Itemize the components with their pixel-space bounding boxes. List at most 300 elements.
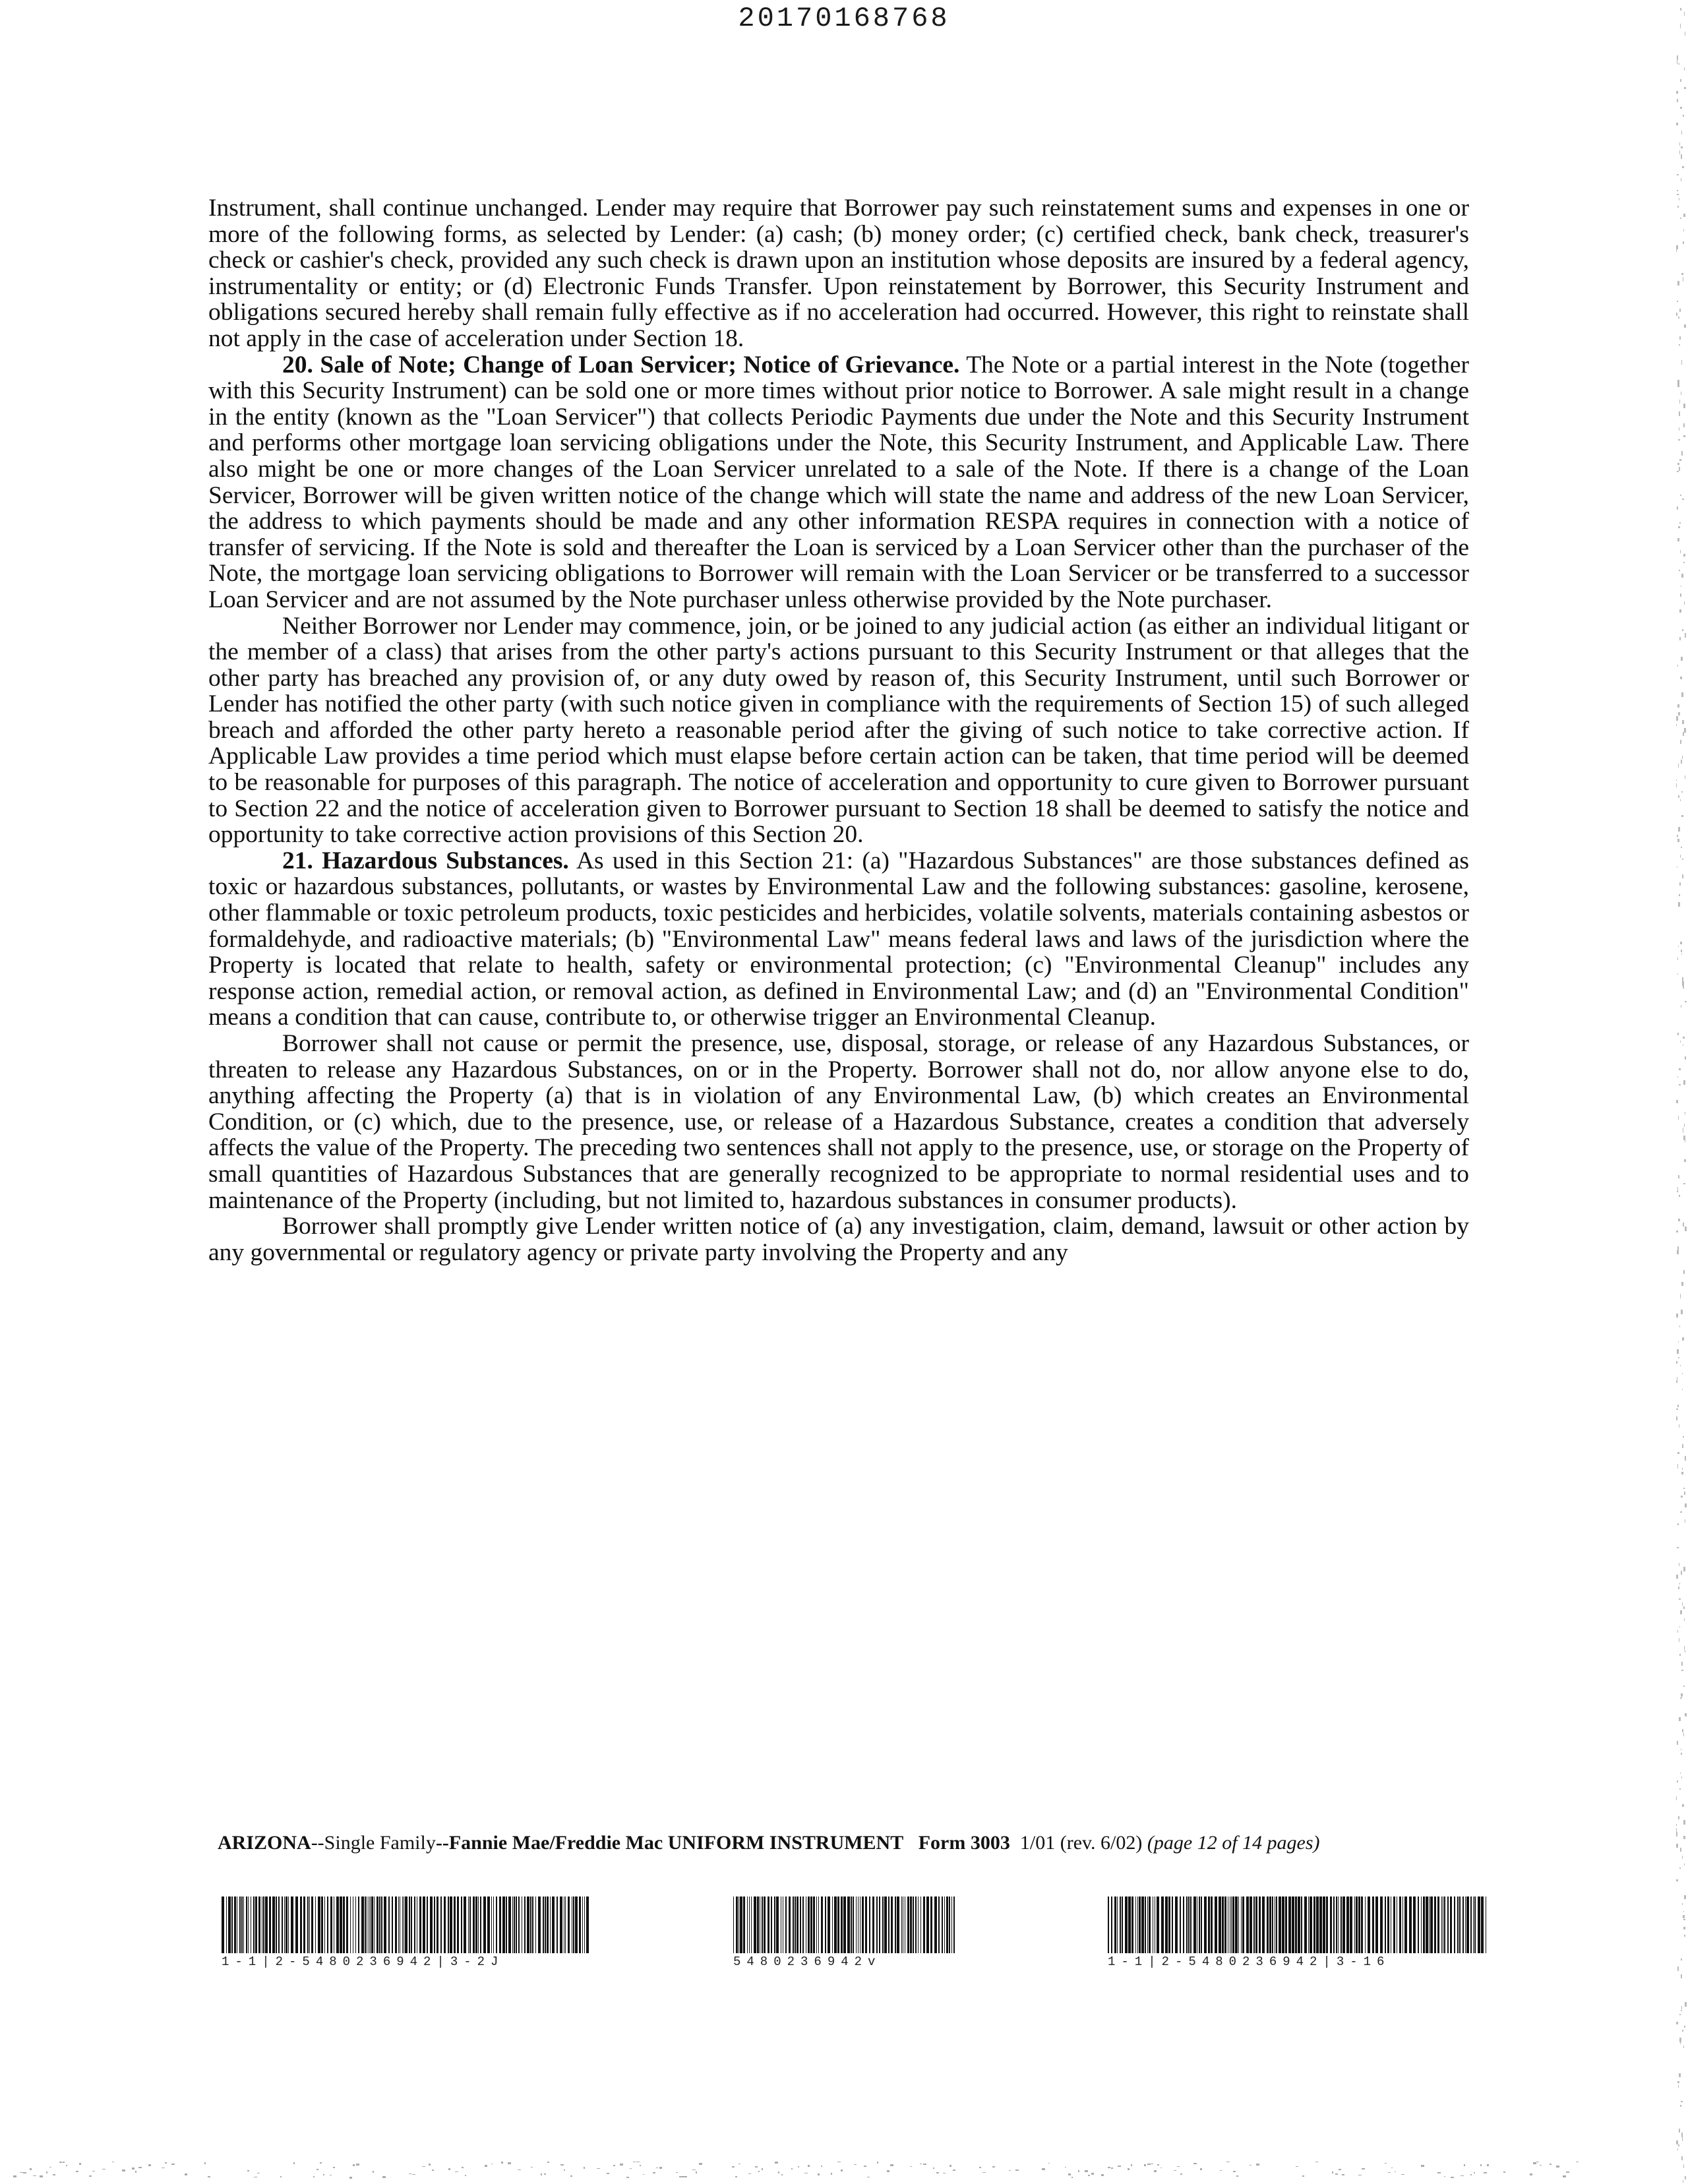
scan-speck (1681, 2101, 1683, 2102)
barcode-bar (1466, 1896, 1469, 1953)
scan-speck (1684, 1864, 1685, 1866)
barcode-bar (1232, 1896, 1234, 1953)
barcode-bar (1131, 1896, 1133, 1953)
barcode-bar (1288, 1896, 1291, 1953)
scan-speck (185, 2173, 187, 2175)
scan-speck (1677, 1349, 1679, 1354)
scan-speck (1677, 194, 1679, 195)
scan-speck (1682, 859, 1683, 860)
scan-speck (1685, 1001, 1687, 1002)
scan-speck (1681, 451, 1683, 456)
scan-speck (1470, 2174, 1472, 2175)
barcode-bar (1474, 1896, 1476, 1953)
scan-speck (1676, 1575, 1678, 1579)
scan-speck (40, 2175, 43, 2177)
barcode-bar (810, 1896, 812, 1953)
barcode-bar (1253, 1896, 1255, 1953)
barcode-bar (295, 1896, 298, 1953)
scan-speck (1480, 2164, 1482, 2166)
barcode-bar (1372, 1896, 1374, 1953)
scan-speck (1679, 1583, 1680, 1585)
barcode-bar (437, 1896, 438, 1953)
barcode-bar (491, 1896, 492, 1953)
barcode-bar (1323, 1896, 1325, 1953)
scan-speck (1088, 2175, 1090, 2176)
barcode-bar (1304, 1896, 1307, 1953)
scan-speck (1683, 1919, 1685, 1920)
barcode-bar (1285, 1896, 1287, 1953)
barcode-bar (560, 1896, 562, 1953)
scan-speck (781, 2174, 783, 2175)
scan-speck (1684, 728, 1686, 733)
barcode-bar (926, 1896, 929, 1953)
scan-speck (1677, 2081, 1679, 2083)
barcode-bar (402, 1896, 403, 1953)
scan-speck (1679, 400, 1680, 404)
scan-speck (1681, 154, 1682, 159)
barcode-bar (327, 1896, 328, 1953)
scan-speck (316, 2169, 318, 2170)
scan-speck (620, 2164, 623, 2166)
scan-speck (49, 2167, 51, 2168)
barcode-bar (776, 1896, 779, 1953)
barcode-bar (483, 1896, 486, 1953)
barcode-bar (253, 1896, 255, 1953)
scan-speck (1676, 1416, 1677, 1420)
barcode-bar (1402, 1896, 1403, 1953)
scan-speck (382, 2176, 386, 2178)
scan-speck (659, 2167, 662, 2169)
barcode-bar (882, 1896, 884, 1953)
scan-speck (1683, 562, 1685, 563)
scan-speck (547, 2162, 549, 2163)
scan-speck (1683, 1136, 1685, 1140)
scan-speck (953, 2169, 955, 2171)
scan-speck (1679, 894, 1680, 896)
scan-speck (1677, 2148, 1678, 2150)
scan-speck (1683, 1685, 1685, 1687)
scan-speck (640, 2165, 641, 2166)
scan-speck (1683, 1836, 1685, 1839)
scan-speck (1676, 1314, 1678, 1318)
barcode-bar (300, 1896, 302, 1953)
barcode-bar (1269, 1896, 1271, 1953)
scan-speck (501, 2162, 503, 2164)
barcode-bar (808, 1896, 810, 1953)
scan-speck (1676, 1409, 1678, 1410)
barcode-bar (487, 1896, 490, 1953)
scan-speck (1681, 692, 1683, 697)
barcode-bar (1330, 1896, 1332, 1953)
barcode-bar (532, 1896, 533, 1953)
barcode-bar (1157, 1896, 1159, 1953)
scan-speck (1680, 550, 1681, 553)
scan-speck (1071, 2177, 1073, 2178)
scan-speck (1677, 1523, 1679, 1525)
scan-speck (841, 2169, 843, 2171)
scan-speck (1681, 1670, 1683, 1671)
barcode-bar (853, 1896, 854, 1953)
scan-speck (933, 2168, 934, 2169)
scan-speck (1683, 1270, 1685, 1274)
scan-speck (1683, 241, 1684, 244)
barcode-bar (365, 1896, 366, 1953)
footer-separator: -- (311, 1832, 324, 1854)
scan-speck (1676, 91, 1678, 94)
scan-speck (1677, 55, 1678, 60)
barcode-bar (584, 1896, 585, 1953)
scan-speck (1683, 1037, 1685, 1039)
barcode-bar (1409, 1896, 1412, 1953)
barcode-bar (330, 1896, 332, 1953)
barcode-bars (222, 1896, 591, 1953)
scan-speck (356, 2164, 359, 2166)
scan-speck (1679, 467, 1680, 471)
barcode-bar (834, 1896, 837, 1953)
scan-speck (1236, 2175, 1238, 2177)
scan-speck (1682, 1602, 1683, 1606)
scan-speck (791, 2168, 793, 2169)
scan-speck (23, 2172, 26, 2173)
scan-speck (1682, 1729, 1683, 1732)
scan-speck (1682, 1337, 1684, 1341)
barcode-bar (738, 1896, 739, 1953)
scan-speck (1484, 2172, 1487, 2173)
scan-speck (1487, 2164, 1489, 2166)
barcode-bar (222, 1896, 224, 1953)
barcode-bar (768, 1896, 769, 1953)
scan-speck (1681, 2133, 1683, 2137)
barcode-bar (377, 1896, 378, 1953)
barcode-bar (468, 1896, 469, 1953)
barcode-bar (888, 1896, 889, 1953)
barcode-bar (1137, 1896, 1138, 1953)
scan-speck (508, 2162, 511, 2164)
scan-speck (1677, 973, 1678, 975)
barcode-bar (1421, 1896, 1422, 1953)
paragraph-text: The Note or a partial interest in the Note (together with this Security Instrument) can be sold one or more times without prior notice to Borrower. A sale might result in a change in the entity (known as the "Loan Servicer") that collects Periodic Payments due under the Note and this Security Instrument and performs other mortgage loan servicing obligations under the Note, this Security Instrument, and Applicable Law. There also might be one or more changes of the Loan Servicer unrelated to a sale of the Note. If there is a change of the Loan Servicer, Borrower will be given written notice of the change which will state the name and address of the new Loan Servicer, the address to which payments should be made and any other information RESPA requires in connection with a notice of transfer of servicing. If the Note is sold and thereafter the Loan is serviced by a Loan Servicer other than the purchaser of the Note, the mortgage loan servicing obligations to Borrower will remain with the Loan Servicer or be transferred to a successor Loan Servicer and are not assumed by the Note purchaser unless otherwise provided by the Note purchaser. (208, 351, 1469, 613)
scan-speck (1678, 2144, 1679, 2146)
scan-speck (1681, 791, 1683, 793)
scan-speck (1682, 629, 1683, 631)
scan-speck (1681, 1496, 1683, 1498)
barcode-bar (586, 1896, 589, 1953)
scan-speck (1679, 309, 1681, 312)
scan-speck (1680, 799, 1681, 801)
scan-speck (1680, 677, 1682, 679)
scan-speck (1681, 360, 1682, 365)
barcode-bar (1276, 1896, 1277, 1953)
scan-speck (1677, 99, 1678, 102)
scan-speck (1540, 2165, 1542, 2166)
barcode-bar (1430, 1896, 1433, 1953)
barcode-bar (234, 1896, 236, 1953)
barcode-bar (568, 1896, 570, 1953)
scan-speck (1680, 1773, 1681, 1774)
scan-speck (349, 2177, 352, 2179)
barcode-bar (478, 1896, 479, 1953)
barcode-bar (311, 1896, 313, 1953)
scan-speck (1676, 1361, 1677, 1364)
scan-speck (1680, 1697, 1682, 1699)
scan-speck (1677, 281, 1679, 286)
barcode-bar (547, 1896, 549, 1953)
scan-speck (1677, 1464, 1678, 1469)
barcode-bar (740, 1896, 742, 1953)
barcode-bar (1165, 1896, 1168, 1953)
scan-speck (1681, 1974, 1682, 1978)
barcode-bar (358, 1896, 359, 1953)
barcode-bar (895, 1896, 896, 1953)
scan-speck (890, 2164, 893, 2166)
scan-speck (412, 2174, 415, 2175)
scan-speck (699, 2163, 702, 2165)
barcode-bar (1399, 1896, 1401, 1953)
scan-speck (1220, 2170, 1222, 2171)
scan-speck (448, 2168, 450, 2170)
barcode-bar (1145, 1896, 1146, 1953)
scan-speck (373, 2171, 374, 2173)
scan-speck (1684, 1895, 1686, 1899)
scan-speck (409, 2173, 411, 2174)
barcode-bar (1316, 1896, 1319, 1953)
scan-speck (1339, 2169, 1341, 2170)
barcode-bar (1298, 1896, 1300, 1953)
scan-bottom-noise (0, 2158, 1688, 2184)
scan-speck (1683, 1223, 1684, 1227)
scan-speck (1177, 2166, 1180, 2167)
scan-speck (1680, 2105, 1681, 2107)
scan-speck (53, 2174, 55, 2175)
barcode-bar (1215, 1896, 1217, 1953)
barcode-bar (1175, 1896, 1178, 1953)
barcode-bar (930, 1896, 932, 1953)
scan-edge-noise (1662, 0, 1688, 2184)
barcode-bar (530, 1896, 531, 1953)
barcode-bar (837, 1896, 839, 1953)
scan-speck (1677, 839, 1679, 842)
barcode-bar (1122, 1896, 1123, 1953)
scan-speck (20, 2172, 23, 2173)
scan-speck (1677, 1547, 1679, 1548)
barcode-bar (1457, 1896, 1459, 1953)
scan-speck (1676, 1824, 1677, 1826)
barcode-bar (953, 1896, 955, 1953)
barcode-bar (879, 1896, 880, 1953)
barcode-bar (1350, 1896, 1352, 1953)
barcode-bar (1183, 1896, 1184, 1953)
barcode-bar (901, 1896, 902, 1953)
barcode-bar (392, 1896, 393, 1953)
barcode-bar (496, 1896, 497, 1953)
barcode-bar (1161, 1896, 1164, 1953)
section-20-heading: 20. Sale of Note; Change of Loan Servicer; Notice of Grievance. (282, 351, 960, 379)
scan-speck (1681, 2010, 1682, 2011)
barcode-bar (1434, 1896, 1436, 1953)
scan-speck (1682, 166, 1684, 168)
barcode-bar (263, 1896, 264, 1953)
barcode-bar (1282, 1896, 1284, 1953)
scan-speck (1679, 609, 1681, 613)
barcode-bar (1295, 1896, 1297, 1953)
scan-speck (1678, 795, 1679, 798)
barcode-bar (1262, 1896, 1265, 1953)
scan-speck (1676, 1828, 1677, 1833)
barcode-bar (1193, 1896, 1196, 1953)
scan-speck (1679, 570, 1680, 571)
barcode-bar (469, 1896, 471, 1953)
paragraph-text: Neither Borrower nor Lender may commence, join, or be joined to any judicial action (as either an individual litigant or the member of a class) that arises from the other party's actions pursuant to this Security Instrument or that alleges that the other party has breached any provision of, or any duty owed by reason of, this Security Instrument, until such Borrower or Lender has notified the other party (with such notice given in compliance with the requirements of Section 15) of such alleged breach and afforded the other party hereto a reasonable period after the giving of such notice to take corrective action. If Applicable Law provides a time period which must elapse before certain action can be taken, that time period will be deemed to be reasonable for purposes of this paragraph. The notice of acceleration and opportunity to cure given to Borrower pursuant to Section 22 and the notice of acceleration given to Borrower pursuant to Section 18 shall be deemed to satisfy the notice and opportunity to take corrective action provisions of this Section 20. (208, 612, 1469, 849)
scan-speck (1676, 249, 1677, 252)
barcode-bar (516, 1896, 517, 1953)
scan-speck (1682, 1444, 1683, 1448)
scan-speck (1679, 1195, 1680, 1197)
barcode-bar (915, 1896, 917, 1953)
barcode-bar (518, 1896, 520, 1953)
barcode-bar (575, 1896, 578, 1953)
barcode-bar (785, 1896, 787, 1953)
scan-speck (1679, 1084, 1681, 1085)
scan-speck (982, 2172, 986, 2173)
scan-speck (1684, 1159, 1686, 1162)
scan-speck (1684, 1618, 1685, 1621)
barcode-bar (258, 1896, 260, 1953)
scan-speck (171, 2164, 175, 2165)
scan-speck (1680, 218, 1681, 219)
barcode-bar (1308, 1896, 1309, 1953)
barcode-bar (733, 1896, 734, 1953)
scan-speck (1678, 526, 1680, 528)
scan-speck (1085, 2170, 1088, 2172)
scan-speck (1681, 950, 1682, 952)
scan-speck (1684, 67, 1685, 71)
scan-speck (758, 2171, 760, 2172)
barcode-bar (1368, 1896, 1370, 1953)
scan-speck (1685, 1056, 1686, 1060)
scan-speck (936, 2172, 939, 2173)
barcode-bar (813, 1896, 815, 1953)
scan-speck (1678, 712, 1680, 715)
scan-speck (422, 2166, 425, 2167)
document-number: 20170168768 (738, 3, 950, 34)
scan-speck (643, 2174, 644, 2175)
barcode-caption: 1-1|2-5480236942|3-2J (222, 1955, 504, 1969)
barcode-bar (828, 1896, 830, 1953)
barcode-bar (1259, 1896, 1261, 1953)
barcode-bar (802, 1896, 804, 1953)
scan-speck (1679, 2073, 1681, 2077)
barcode-bar (751, 1896, 752, 1953)
barcode-bar (1413, 1896, 1416, 1953)
scan-speck (735, 2176, 737, 2177)
barcode-bar (538, 1896, 541, 1953)
barcode-bar (1231, 1896, 1232, 1953)
barcode-bar (241, 1896, 243, 1953)
barcode-bar (315, 1896, 316, 1953)
scan-speck (1679, 142, 1680, 146)
scan-speck (1682, 874, 1683, 878)
barcode-bar (832, 1896, 833, 1953)
barcode-bar (1125, 1896, 1128, 1953)
scan-speck (1679, 1788, 1681, 1790)
barcode-bar (423, 1896, 425, 1953)
barcode-bar (340, 1896, 342, 1953)
scan-speck (1676, 1796, 1677, 1800)
scan-speck (1679, 336, 1681, 340)
scan-speck (1679, 2014, 1681, 2015)
barcode-bar (1141, 1896, 1144, 1953)
barcode-bar (265, 1896, 268, 1953)
barcode-bar (246, 1896, 247, 1953)
scan-speck (63, 2162, 65, 2163)
scan-speck (854, 2164, 857, 2165)
scan-speck (1683, 1915, 1685, 1918)
scan-speck (1685, 633, 1686, 638)
barcode-bar (1310, 1896, 1312, 1953)
barcode-bar (527, 1896, 529, 1953)
barcode-bar (430, 1896, 433, 1953)
scan-speck (30, 2168, 32, 2170)
scan-speck (1681, 1753, 1682, 1755)
scan-speck (831, 2173, 832, 2175)
barcode-bar (444, 1896, 446, 1953)
scan-speck (313, 2176, 315, 2177)
scan-speck (1682, 981, 1684, 986)
barcode-bar (318, 1896, 320, 1953)
barcode-bar (1238, 1896, 1239, 1953)
barcode-bar (1188, 1896, 1190, 1953)
scan-speck (1563, 2175, 1566, 2177)
scan-speck (1678, 1116, 1679, 1120)
scan-speck (531, 2167, 533, 2168)
scan-speck (1679, 1068, 1681, 1070)
scan-speck (564, 2169, 565, 2171)
scan-speck (1684, 12, 1685, 16)
barcode-bar (1117, 1896, 1118, 1953)
barcode-bar (1111, 1896, 1112, 1953)
scan-speck (1395, 2171, 1396, 2172)
scan-speck (1683, 2046, 1684, 2048)
scan-speck (1174, 2170, 1176, 2171)
scan-speck (1679, 1867, 1681, 1869)
scan-speck (1685, 2002, 1687, 2007)
paragraph-2-section-20 (208, 352, 1469, 613)
barcode-bar (795, 1896, 796, 1953)
scan-speck (353, 2164, 355, 2166)
scan-speck (1679, 459, 1681, 461)
paragraph-text: As used in this Section 21: (a) "Hazardous Substances" are those substances defined as toxic or hazardous substances, pollutants, or wastes by Environmental Law and the following substances: gasoline, kerosene, other flammable or toxic petroleum products, toxic pesticides and herbicides, volatile solvents, materials containing asbestos or formaldehyde, and radioactive materials; (b) "Environmental Law" means federal laws and laws of the jurisdiction where the Property is located that relate to health, safety or environmental protection; (c) "Environmental Cleanup" includes any response action, remedial action, or removal action, as defined in Environmental Law; and (d) an "Environmental Condition" means a condition that can cause, contribute to, or otherwise trigger an Environmental Cleanup. (208, 847, 1469, 1031)
scan-speck (1684, 1492, 1685, 1495)
scan-speck (1679, 2129, 1680, 2133)
scan-speck (1681, 1310, 1683, 1314)
barcode-bar (427, 1896, 428, 1953)
scan-speck (1683, 1733, 1684, 1736)
barcode-bar (336, 1896, 339, 1953)
scan-speck (1078, 2170, 1079, 2172)
scan-speck (1676, 779, 1677, 781)
scan-speck (1302, 2175, 1304, 2177)
scan-speck (1677, 174, 1679, 175)
barcode-bar (239, 1896, 241, 1953)
barcode-bar (1404, 1896, 1407, 1953)
scan-speck (1683, 732, 1684, 736)
barcode-bar (374, 1896, 375, 1953)
barcode-bar (395, 1896, 397, 1953)
barcode-bar (1393, 1896, 1395, 1953)
paragraph-1 (208, 195, 1469, 352)
scan-speck (1680, 1610, 1682, 1614)
scan-speck (1683, 1927, 1685, 1929)
